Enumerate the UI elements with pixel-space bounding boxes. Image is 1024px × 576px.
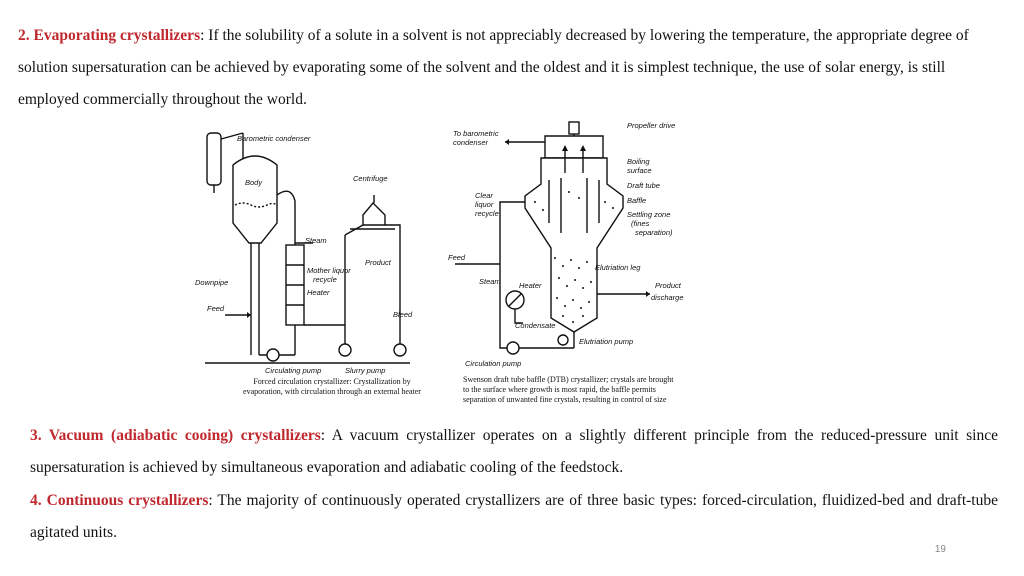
section-4-paragraph <box>30 485 998 549</box>
label-elutriation-leg: Elutriation leg <box>595 263 641 272</box>
section-2-text: : If the solubility of a solute in a solvent is not appreciably decreased by lowering the temperature, the appropriate degree of solution supersaturation can be achieved by evaporating some of the solvent and the oldest and it is simplest technique, the use of solar energy, is still employed commercially throughout the world. <box>18 27 969 108</box>
label-elutriation-pump: Elutriation pump <box>579 337 634 346</box>
section-4-heading: 4. Continuous crystallizers <box>30 492 209 509</box>
label-surface: surface <box>627 166 652 175</box>
page-number: 19 <box>934 544 946 555</box>
label-product-right: Product <box>655 281 681 290</box>
label-bleed: Bleed <box>393 310 413 319</box>
label-condensate: Condensate <box>515 321 556 330</box>
label-recycle-right: recycle <box>475 209 499 218</box>
label-downpipe: Downpipe <box>195 278 229 287</box>
label-steam: Steam <box>305 236 327 245</box>
label-heater-right: Heater <box>519 281 542 290</box>
label-baffle: Baffle <box>627 196 647 205</box>
label-heater: Heater <box>307 288 330 297</box>
label-liquor: liquor <box>475 200 494 209</box>
right-caption-line-2: to the surface where growth is most rapid, the baffle permits <box>463 385 656 394</box>
label-mother-liquor: Mother liquor <box>307 266 351 275</box>
label-to-barometric: To barometric <box>453 129 499 138</box>
label-discharge: discharge <box>651 293 684 302</box>
left-figure-caption <box>232 377 432 397</box>
section-4-text: : The majority of continuously operated crystallizers are of three basic types: forced-circulation, fluidized-bed and draft-tube agitated units. <box>30 492 998 541</box>
label-product: Product <box>365 258 391 267</box>
label-settling-zone: Settling zone <box>627 210 671 219</box>
section-3-text: : A vacuum crystallizer operates on a slightly different principle from the reduced-pressure unit since supersaturation is achieved by simultaneous evaporation and adiabatic cooling of the feedstock. <box>30 427 998 476</box>
left-caption-line-1: Forced circulation crystallizer: Crystallization by <box>253 377 411 386</box>
label-body: Body <box>245 178 263 187</box>
label-condenser: condenser <box>453 138 489 147</box>
forced-circulation-crystallizer-diagram <box>195 125 435 375</box>
label-feed-right: Feed <box>448 253 466 262</box>
label-barometric-condenser: Barometric condenser <box>237 134 311 143</box>
label-circulation-pump: Circulation pump <box>465 359 522 368</box>
label-centrifuge: Centrifuge <box>353 174 388 183</box>
section-2-paragraph <box>18 20 1008 116</box>
section-2-heading: 2. Evaporating crystallizers <box>18 27 201 44</box>
section-3-paragraph <box>30 420 998 484</box>
label-boiling: Boiling <box>627 157 650 166</box>
label-fines: (fines <box>631 219 650 228</box>
label-feed: Feed <box>207 304 225 313</box>
right-caption-line-1: Swenson draft tube baffle (DTB) crystallizer; crystals are brought <box>463 375 674 384</box>
label-circulating-pump: Circulating pump <box>265 366 322 375</box>
label-separation: separation) <box>635 228 673 237</box>
label-propeller-drive: Propeller drive <box>627 121 676 130</box>
label-draft-tube: Draft tube <box>627 181 660 190</box>
right-figure-caption <box>463 375 703 405</box>
left-caption-line-2: evaporation, with circulation through an external heater <box>243 387 421 396</box>
section-3-heading: 3. Vacuum (adiabatic cooing) crystallizers <box>30 427 321 444</box>
label-clear: Clear <box>475 191 493 200</box>
label-recycle: recycle <box>313 275 337 284</box>
dtb-crystallizer-diagram <box>445 118 705 376</box>
label-steam-right: Steam <box>479 277 501 286</box>
right-caption-line-3: separation of unwanted fine crystals, resulting in control of size <box>463 395 667 404</box>
label-slurry-pump: Slurry pump <box>345 366 386 375</box>
